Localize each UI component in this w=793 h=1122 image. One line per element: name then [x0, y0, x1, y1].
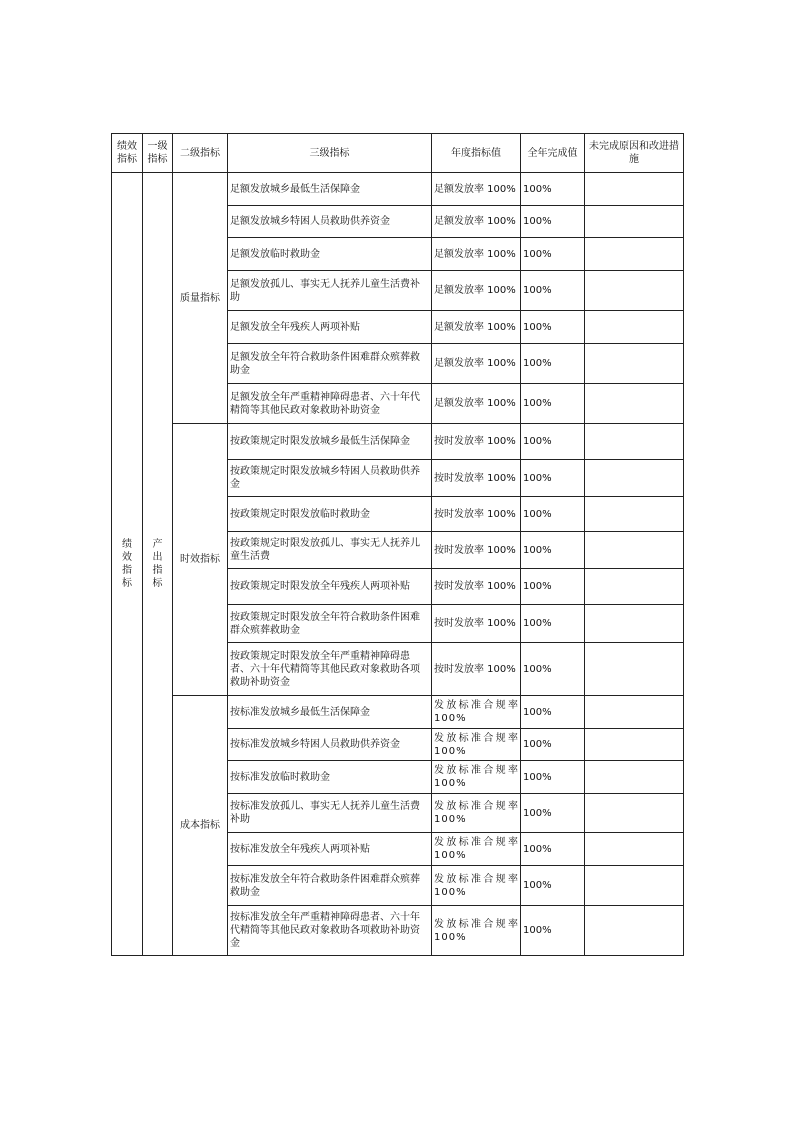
reason-and-measures-cell — [585, 344, 684, 384]
table-row — [112, 424, 684, 460]
table-row — [112, 696, 684, 729]
level3-indicator-cell: 按标准发放城乡最低生活保障金 — [228, 696, 432, 729]
annual-target-cell: 按时发放率 100% — [432, 605, 521, 643]
level1-indicator-label: 产出指标 — [152, 539, 163, 589]
reason-and-measures-cell — [585, 605, 684, 643]
table-body — [112, 173, 684, 956]
annual-completion-cell: 100% — [521, 569, 585, 605]
level3-indicator-cell: 按政策规定时限发放全年残疾人两项补贴 — [228, 569, 432, 605]
annual-completion-cell: 100% — [521, 311, 585, 344]
reason-and-measures-cell — [585, 643, 684, 696]
annual-target-cell: 足额发放率 100% — [432, 271, 521, 311]
annual-completion-cell: 100% — [521, 761, 585, 794]
annual-target-cell: 发放标准合规率100% — [432, 866, 521, 906]
level3-indicator-cell: 按政策规定时限发放城乡特困人员救助供养金 — [228, 460, 432, 497]
annual-target-cell: 发放标准合规率100% — [432, 794, 521, 833]
level3-indicator-cell: 按政策规定时限发放全年严重精神障碍患者、六十年代精简等其他民政对象救助各项救助补助资金 — [228, 643, 432, 696]
annual-completion-cell: 100% — [521, 866, 585, 906]
annual-target-cell: 足额发放率 100% — [432, 384, 521, 424]
level2-indicator-cell: 成本指标 — [173, 696, 228, 956]
annual-target-cell: 足额发放率 100% — [432, 206, 521, 238]
annual-completion-cell: 100% — [521, 206, 585, 238]
level3-indicator-cell: 按标准发放孤儿、事实无人抚养儿童生活费补助 — [228, 794, 432, 833]
header-level2-indicator: 二级指标 — [173, 134, 228, 173]
reason-and-measures-cell — [585, 424, 684, 460]
level3-indicator-cell: 足额发放孤儿、事实无人抚养儿童生活费补助 — [228, 271, 432, 311]
reason-and-measures-cell — [585, 761, 684, 794]
reason-and-measures-cell — [585, 311, 684, 344]
annual-target-cell: 足额发放率 100% — [432, 344, 521, 384]
annual-target-cell: 足额发放率 100% — [432, 238, 521, 271]
reason-and-measures-cell — [585, 729, 684, 761]
level3-indicator-cell: 按标准发放城乡特困人员救助供养资金 — [228, 729, 432, 761]
header-annual-completion: 全年完成值 — [521, 134, 585, 173]
level3-indicator-cell: 按标准发放全年符合救助条件困难群众殡葬救助金 — [228, 866, 432, 906]
reason-and-measures-cell — [585, 238, 684, 271]
performance-indicator-table — [111, 133, 684, 956]
level3-indicator-cell: 按政策规定时限发放孤儿、事实无人抚养儿童生活费 — [228, 532, 432, 569]
level1-indicator-cell — [143, 173, 173, 956]
annual-target-cell: 发放标准合规率100% — [432, 906, 521, 956]
level3-indicator-cell: 按政策规定时限发放临时救助金 — [228, 497, 432, 532]
reason-and-measures-cell — [585, 696, 684, 729]
annual-completion-cell: 100% — [521, 794, 585, 833]
annual-target-cell: 发放标准合规率100% — [432, 833, 521, 866]
annual-completion-cell: 100% — [521, 643, 585, 696]
reason-and-measures-cell — [585, 384, 684, 424]
annual-completion-cell: 100% — [521, 424, 585, 460]
reason-and-measures-cell — [585, 833, 684, 866]
performance-indicator-cell — [112, 173, 143, 956]
annual-target-cell: 发放标准合规率100% — [432, 761, 521, 794]
reason-and-measures-cell — [585, 206, 684, 238]
performance-indicator-label: 绩效指标 — [122, 539, 132, 589]
annual-target-cell: 按时发放率 100% — [432, 497, 521, 532]
header-annual-target: 年度指标值 — [432, 134, 521, 173]
annual-target-cell: 按时发放率 100% — [432, 569, 521, 605]
annual-target-cell: 按时发放率 100% — [432, 460, 521, 497]
annual-completion-cell: 100% — [521, 532, 585, 569]
annual-target-cell: 按时发放率 100% — [432, 424, 521, 460]
header-level1-indicator: 一级指标 — [143, 134, 173, 173]
level3-indicator-cell: 按标准发放全年残疾人两项补贴 — [228, 833, 432, 866]
level3-indicator-cell: 按政策规定时限发放城乡最低生活保障金 — [228, 424, 432, 460]
level3-indicator-cell: 足额发放临时救助金 — [228, 238, 432, 271]
annual-target-cell: 足额发放率 100% — [432, 311, 521, 344]
reason-and-measures-cell — [585, 794, 684, 833]
level3-indicator-cell: 足额发放全年残疾人两项补贴 — [228, 311, 432, 344]
annual-target-cell: 按时发放率 100% — [432, 643, 521, 696]
annual-target-cell: 发放标准合规率100% — [432, 696, 521, 729]
level2-indicator-cell: 质量指标 — [173, 173, 228, 424]
annual-completion-cell: 100% — [521, 696, 585, 729]
reason-and-measures-cell — [585, 569, 684, 605]
annual-completion-cell: 100% — [521, 271, 585, 311]
header-performance-indicator: 绩效指标 — [112, 134, 143, 173]
annual-completion-cell: 100% — [521, 173, 585, 206]
level3-indicator-cell: 足额发放全年符合救助条件困难群众殡葬救助金 — [228, 344, 432, 384]
annual-target-cell: 发放标准合规率100% — [432, 729, 521, 761]
annual-completion-cell: 100% — [521, 605, 585, 643]
level2-indicator-cell: 时效指标 — [173, 424, 228, 696]
reason-and-measures-cell — [585, 173, 684, 206]
level3-indicator-cell: 按标准发放临时救助金 — [228, 761, 432, 794]
annual-completion-cell: 100% — [521, 384, 585, 424]
level3-indicator-cell: 按政策规定时限发放全年符合救助条件困难群众殡葬救助金 — [228, 605, 432, 643]
header-row — [112, 134, 684, 173]
reason-and-measures-cell — [585, 497, 684, 532]
annual-completion-cell: 100% — [521, 497, 585, 532]
annual-completion-cell: 100% — [521, 460, 585, 497]
level3-indicator-cell: 足额发放全年严重精神障碍患者、六十年代精简等其他民政对象救助补助资金 — [228, 384, 432, 424]
reason-and-measures-cell — [585, 906, 684, 956]
annual-target-cell: 足额发放率 100% — [432, 173, 521, 206]
reason-and-measures-cell — [585, 271, 684, 311]
header-level3-indicator: 三级指标 — [228, 134, 432, 173]
annual-completion-cell: 100% — [521, 344, 585, 384]
annual-target-cell: 按时发放率 100% — [432, 532, 521, 569]
header-reason-and-measures: 未完成原因和改进措施 — [585, 134, 684, 173]
reason-and-measures-cell — [585, 532, 684, 569]
annual-completion-cell: 100% — [521, 906, 585, 956]
reason-and-measures-cell — [585, 866, 684, 906]
annual-completion-cell: 100% — [521, 729, 585, 761]
level3-indicator-cell: 足额发放城乡特困人员救助供养资金 — [228, 206, 432, 238]
table-row — [112, 173, 684, 206]
level3-indicator-cell: 足额发放城乡最低生活保障金 — [228, 173, 432, 206]
reason-and-measures-cell — [585, 460, 684, 497]
level3-indicator-cell: 按标准发放全年严重精神障碍患者、六十年代精简等其他民政对象救助各项救助补助资金 — [228, 906, 432, 956]
annual-completion-cell: 100% — [521, 833, 585, 866]
annual-completion-cell: 100% — [521, 238, 585, 271]
